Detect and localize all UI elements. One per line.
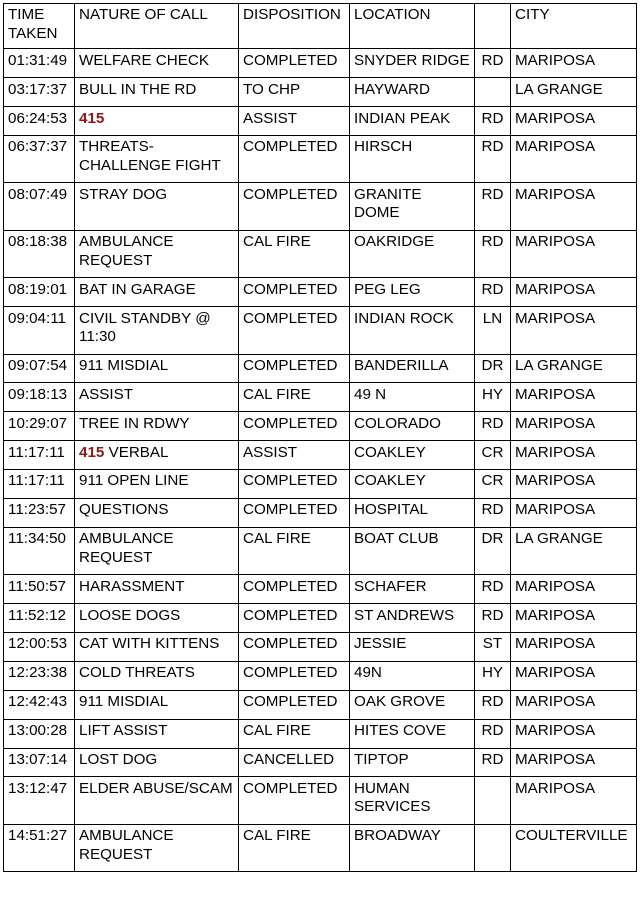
table-row — [4, 777, 637, 824]
header-city: CITY — [511, 4, 637, 49]
time-cell: 06:24:53 — [4, 107, 75, 136]
street-type-cell: RD — [475, 604, 511, 633]
city-cell: MARIPOSA — [511, 307, 637, 354]
table-row — [4, 307, 637, 354]
nature-cell — [75, 824, 239, 871]
time-cell: 11:50:57 — [4, 575, 75, 604]
nature-text: QUESTIONS — [79, 501, 169, 519]
street-type-cell: DR — [475, 527, 511, 574]
location-cell: COLORADO — [350, 412, 475, 441]
nature-cell — [75, 748, 239, 777]
header-nature: NATURE OF CALL — [75, 4, 239, 49]
table-row — [4, 633, 637, 662]
disposition-cell: COMPLETED — [239, 633, 350, 662]
location-cell: JESSIE — [350, 633, 475, 662]
city-cell: MARIPOSA — [511, 748, 637, 777]
disposition-cell: CANCELLED — [239, 748, 350, 777]
nature-text: 911 MISDIAL — [79, 693, 169, 711]
nature-text: 911 OPEN LINE — [79, 472, 189, 490]
location-cell: HIRSCH — [350, 136, 475, 183]
table-row — [4, 412, 637, 441]
location-cell: HAYWARD — [350, 78, 475, 107]
nature-text: HARASSMENT — [79, 577, 185, 595]
street-type-cell: RD — [475, 107, 511, 136]
location-cell: BOAT CLUB — [350, 527, 475, 574]
disposition-cell: COMPLETED — [239, 183, 350, 230]
street-type-cell: RD — [475, 136, 511, 183]
location-cell: 49N — [350, 661, 475, 690]
disposition-cell: CAL FIRE — [239, 230, 350, 277]
location-cell: SNYDER RIDGE — [350, 49, 475, 78]
nature-cell — [75, 383, 239, 412]
nature-cell — [75, 136, 239, 183]
city-cell: MARIPOSA — [511, 719, 637, 748]
disposition-cell: COMPLETED — [239, 307, 350, 354]
time-cell: 13:07:14 — [4, 748, 75, 777]
location-cell: TIPTOP — [350, 748, 475, 777]
city-cell: MARIPOSA — [511, 183, 637, 230]
table-row — [4, 527, 637, 574]
nature-cell — [75, 527, 239, 574]
location-cell: BANDERILLA — [350, 354, 475, 383]
disposition-cell: COMPLETED — [239, 136, 350, 183]
nature-text: CAT WITH KITTENS — [79, 635, 220, 653]
disposition-cell: COMPLETED — [239, 661, 350, 690]
location-cell: HOSPITAL — [350, 498, 475, 527]
disposition-cell: COMPLETED — [239, 777, 350, 824]
nature-code: 415 — [79, 109, 105, 127]
table-row — [4, 824, 637, 871]
city-cell: MARIPOSA — [511, 690, 637, 719]
disposition-cell: ASSIST — [239, 441, 350, 470]
nature-text: BAT IN GARAGE — [79, 280, 196, 298]
time-cell: 08:18:38 — [4, 230, 75, 277]
location-cell: ST ANDREWS — [350, 604, 475, 633]
table-row — [4, 498, 637, 527]
header-time: TIME TAKEN — [4, 4, 75, 49]
disposition-cell: COMPLETED — [239, 470, 350, 499]
city-cell: MARIPOSA — [511, 777, 637, 824]
table-row — [4, 690, 637, 719]
nature-text: VERBAL — [104, 443, 169, 461]
street-type-cell: RD — [475, 49, 511, 78]
time-cell: 09:07:54 — [4, 354, 75, 383]
city-cell: MARIPOSA — [511, 278, 637, 307]
location-cell: INDIAN PEAK — [350, 107, 475, 136]
city-cell: LA GRANGE — [511, 527, 637, 574]
location-cell: HUMAN SERVICES — [350, 777, 475, 824]
disposition-cell: TO CHP — [239, 78, 350, 107]
disposition-cell: COMPLETED — [239, 575, 350, 604]
time-cell: 11:17:11 — [4, 470, 75, 499]
nature-text: TREE IN RDWY — [79, 414, 190, 432]
header-street-type — [475, 4, 511, 49]
nature-cell — [75, 470, 239, 499]
nature-cell — [75, 230, 239, 277]
city-cell: LA GRANGE — [511, 354, 637, 383]
city-cell: MARIPOSA — [511, 412, 637, 441]
nature-cell — [75, 49, 239, 78]
disposition-cell: COMPLETED — [239, 604, 350, 633]
disposition-cell: ASSIST — [239, 107, 350, 136]
nature-text: LIFT ASSIST — [79, 722, 168, 740]
street-type-cell: HY — [475, 383, 511, 412]
disposition-cell: CAL FIRE — [239, 824, 350, 871]
nature-cell — [75, 107, 239, 136]
nature-text: WELFARE CHECK — [79, 51, 209, 69]
table-row — [4, 136, 637, 183]
city-cell: MARIPOSA — [511, 49, 637, 78]
city-cell: MARIPOSA — [511, 136, 637, 183]
street-type-cell: CR — [475, 441, 511, 470]
table-row — [4, 278, 637, 307]
street-type-cell: ST — [475, 633, 511, 662]
nature-text: STRAY DOG — [79, 185, 168, 203]
location-cell: OAK GROVE — [350, 690, 475, 719]
street-type-cell: LN — [475, 307, 511, 354]
location-cell: PEG LEG — [350, 278, 475, 307]
location-cell: OAKRIDGE — [350, 230, 475, 277]
city-cell: COULTERVILLE — [511, 824, 637, 871]
street-type-cell: RD — [475, 278, 511, 307]
table-row — [4, 661, 637, 690]
nature-cell — [75, 441, 239, 470]
nature-text: CIVIL STANDBY @ 11:30 — [79, 309, 215, 346]
disposition-cell: CAL FIRE — [239, 527, 350, 574]
table-row — [4, 230, 637, 277]
table-row — [4, 748, 637, 777]
nature-text: LOOSE DOGS — [79, 606, 181, 624]
nature-cell — [75, 690, 239, 719]
disposition-cell: COMPLETED — [239, 278, 350, 307]
street-type-cell: RD — [475, 412, 511, 441]
disposition-cell: COMPLETED — [239, 354, 350, 383]
location-cell: GRANITE DOME — [350, 183, 475, 230]
disposition-cell: CAL FIRE — [239, 383, 350, 412]
street-type-cell: DR — [475, 354, 511, 383]
table-row — [4, 183, 637, 230]
city-cell: MARIPOSA — [511, 633, 637, 662]
nature-text: ELDER ABUSE/SCAM — [79, 779, 233, 797]
nature-text: AMBULANCE REQUEST — [79, 233, 178, 269]
call-log-table — [3, 3, 637, 872]
time-cell: 10:29:07 — [4, 412, 75, 441]
time-cell: 11:52:12 — [4, 604, 75, 633]
time-cell: 12:23:38 — [4, 661, 75, 690]
nature-cell — [75, 183, 239, 230]
disposition-cell: COMPLETED — [239, 498, 350, 527]
nature-text: AMBULANCE REQUEST — [79, 827, 178, 863]
disposition-cell: COMPLETED — [239, 49, 350, 78]
city-cell: MARIPOSA — [511, 230, 637, 277]
location-cell: COAKLEY — [350, 441, 475, 470]
time-cell: 09:18:13 — [4, 383, 75, 412]
nature-code: 415 — [79, 443, 105, 461]
table-row — [4, 441, 637, 470]
nature-cell — [75, 661, 239, 690]
disposition-cell: COMPLETED — [239, 690, 350, 719]
time-cell: 13:12:47 — [4, 777, 75, 824]
header-location: LOCATION — [350, 4, 475, 49]
time-cell: 14:51:27 — [4, 824, 75, 871]
table-row — [4, 575, 637, 604]
nature-text: COLD THREATS — [79, 664, 195, 682]
time-cell: 11:23:57 — [4, 498, 75, 527]
city-cell: MARIPOSA — [511, 107, 637, 136]
header-row — [4, 4, 637, 49]
location-cell: SCHAFER — [350, 575, 475, 604]
time-cell: 12:00:53 — [4, 633, 75, 662]
location-cell: INDIAN ROCK — [350, 307, 475, 354]
header-disposition: DISPOSITION — [239, 4, 350, 49]
nature-cell — [75, 633, 239, 662]
location-cell: COAKLEY — [350, 470, 475, 499]
street-type-cell — [475, 824, 511, 871]
street-type-cell: RD — [475, 230, 511, 277]
street-type-cell: CR — [475, 470, 511, 499]
street-type-cell — [475, 777, 511, 824]
table-row — [4, 470, 637, 499]
nature-cell — [75, 307, 239, 354]
street-type-cell: HY — [475, 661, 511, 690]
street-type-cell: RD — [475, 690, 511, 719]
disposition-cell: CAL FIRE — [239, 719, 350, 748]
nature-text: AMBULANCE REQUEST — [79, 530, 178, 566]
time-cell: 08:07:49 — [4, 183, 75, 230]
city-cell: MARIPOSA — [511, 383, 637, 412]
nature-cell — [75, 412, 239, 441]
nature-cell — [75, 604, 239, 633]
table-row — [4, 383, 637, 412]
time-cell: 11:17:11 — [4, 441, 75, 470]
nature-cell — [75, 354, 239, 383]
time-cell: 13:00:28 — [4, 719, 75, 748]
time-cell: 06:37:37 — [4, 136, 75, 183]
table-row — [4, 78, 637, 107]
nature-cell — [75, 719, 239, 748]
disposition-cell: COMPLETED — [239, 412, 350, 441]
city-cell: MARIPOSA — [511, 470, 637, 499]
city-cell: MARIPOSA — [511, 604, 637, 633]
location-cell: 49 N — [350, 383, 475, 412]
table-row — [4, 604, 637, 633]
nature-cell — [75, 498, 239, 527]
location-cell: BROADWAY — [350, 824, 475, 871]
time-cell: 08:19:01 — [4, 278, 75, 307]
time-cell: 01:31:49 — [4, 49, 75, 78]
city-cell: MARIPOSA — [511, 661, 637, 690]
street-type-cell: RD — [475, 719, 511, 748]
table-row — [4, 719, 637, 748]
location-cell: HITES COVE — [350, 719, 475, 748]
time-cell: 03:17:37 — [4, 78, 75, 107]
city-cell: MARIPOSA — [511, 441, 637, 470]
city-cell: LA GRANGE — [511, 78, 637, 107]
nature-cell — [75, 575, 239, 604]
nature-text: THREATS- CHALLENGE FIGHT — [79, 138, 221, 174]
time-cell: 12:42:43 — [4, 690, 75, 719]
nature-text: ASSIST — [79, 385, 134, 403]
time-cell: 09:04:11 — [4, 307, 75, 354]
street-type-cell: RD — [475, 575, 511, 604]
street-type-cell: RD — [475, 498, 511, 527]
nature-text: 911 MISDIAL — [79, 356, 169, 374]
street-type-cell: RD — [475, 183, 511, 230]
nature-cell — [75, 278, 239, 307]
nature-text: BULL IN THE RD — [79, 80, 197, 98]
table-row — [4, 354, 637, 383]
city-cell: MARIPOSA — [511, 575, 637, 604]
nature-cell — [75, 78, 239, 107]
table-row — [4, 49, 637, 78]
street-type-cell: RD — [475, 748, 511, 777]
city-cell: MARIPOSA — [511, 498, 637, 527]
nature-text: LOST DOG — [79, 750, 158, 768]
time-cell: 11:34:50 — [4, 527, 75, 574]
nature-cell — [75, 777, 239, 824]
street-type-cell — [475, 78, 511, 107]
table-row — [4, 107, 637, 136]
